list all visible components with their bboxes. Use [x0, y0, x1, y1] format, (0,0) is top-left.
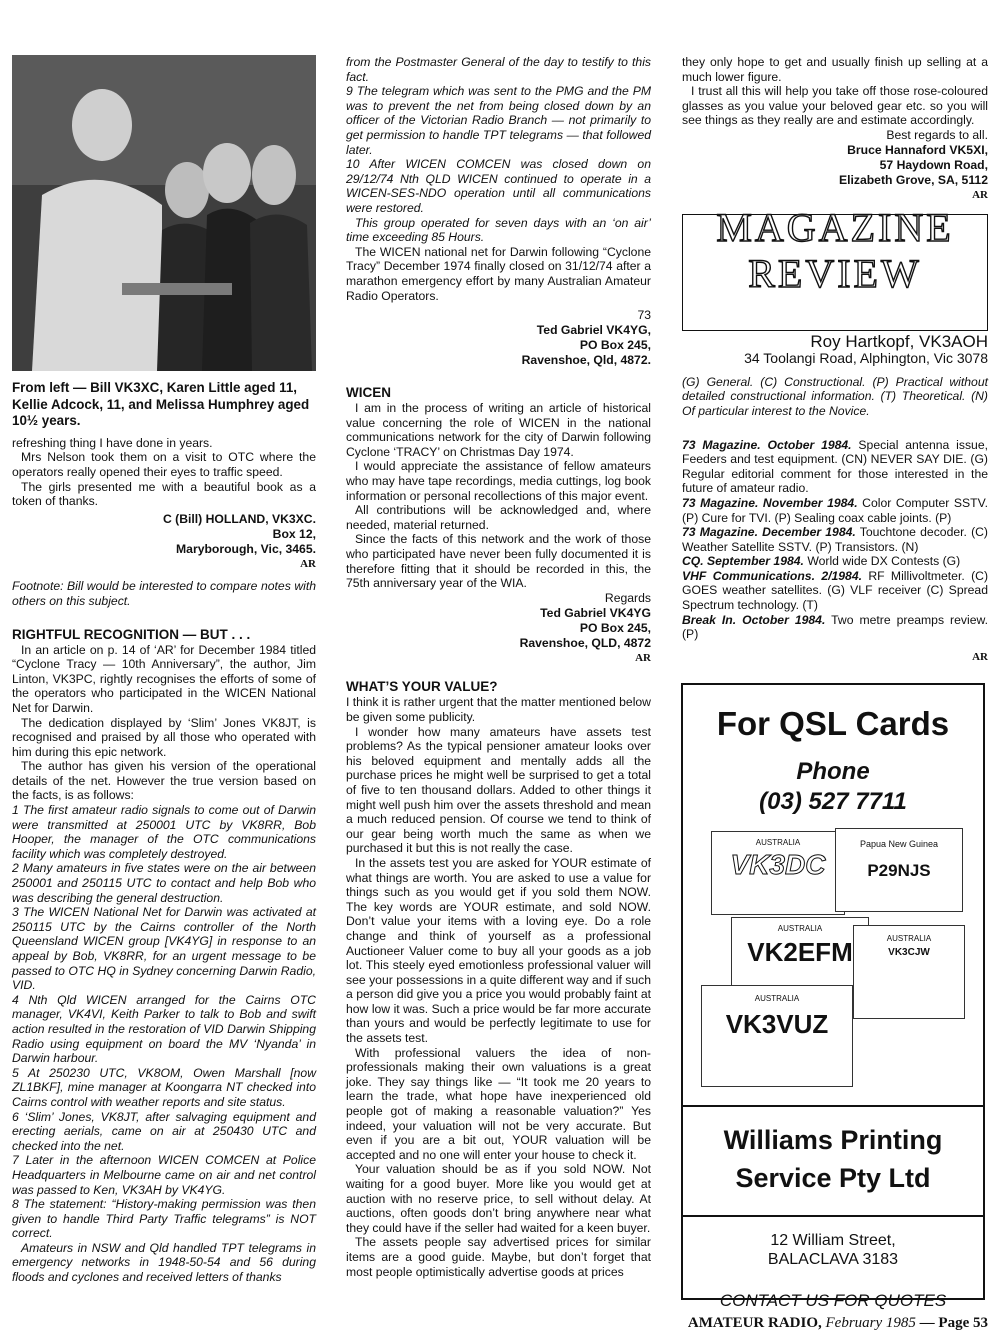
article-paragraph: I think it is rather urgent that the matter mentioned below be given some publicity.	[346, 695, 651, 724]
ad-phone-label: Phone	[796, 758, 870, 785]
signature-line: Ted Gabriel VK4YG,	[536, 323, 651, 338]
ad-phone-number: (03) 527 7711	[759, 788, 907, 815]
letter-paragraph: The girls presented me with a beautiful book as a token of thanks.	[12, 479, 316, 509]
qsl-card: AUSTRALIA VK3VUZ	[701, 985, 853, 1087]
article-paragraph: Your valuation should be as if you sold NOW. Not waiting for a good buyer. More like you would get at auction with no reserve price, to sell without delay. At auctions, often goods don’t bring anywhere near what they could have if the seller had waited for a keen buyer.	[346, 1162, 651, 1235]
signature-line: C (Bill) HOLLAND, VK3XC.	[162, 511, 316, 526]
signature-line: 57 Haydown Road,	[879, 157, 988, 172]
section-heading: RIGHTFUL RECOGNITION — BUT . . .	[12, 626, 251, 642]
review-entry: VHF Communications. 2/1984. RF Millivoltmeter. (C) GOES weather satellites. (G) VLF receiver (C) Spread Spectrum technology. (T)	[682, 568, 988, 613]
signature-line: PO Box 245,	[579, 338, 651, 353]
review-key: (G) General. (C) Constructional. (P) Practical without detailed constructional information. (T) Theoretical. (N) Of particular interest to the Novice.	[682, 374, 988, 418]
review-address: 34 Toolangi Road, Alphington, Vic 3078	[744, 350, 988, 367]
article-paragraph: I wonder how many amateurs have assets test problems? As the typical pensioner amateur looks over his beloved equipment and mentally adds all the purchase prices he might well be surprised to get a total of five to ten thousand dollars. Added to other things it might well push him over the assets threshold and mean a much reduced pension. Of course we tend to think of our gear being worth much the same as when we purchased it but this is not really the case.	[346, 724, 651, 856]
magazine-review-title: MAGAZINE	[716, 204, 954, 250]
qsl-card: AUSTRALIA VK3DC	[711, 831, 845, 915]
article-item: Amateurs in NSW and Qld handled TPT telegrams in emergency networks in 1948-50-54 and 56 during floods and cyclones and received letters of thanks	[12, 1240, 316, 1285]
printer-name: Service Pty Ltd	[735, 1163, 931, 1193]
signature-line: Bruce Hannaford VK5XI,	[847, 142, 988, 157]
ad-divider	[683, 1105, 983, 1107]
review-entry: CQ. September 1984. World wide DX Contests (G)	[682, 554, 961, 569]
sample-qsl-cards	[683, 825, 983, 1093]
group-photo-image	[12, 55, 316, 371]
article-paragraph: The dedication displayed by ‘Slim’ Jones VK8JT, is recognised and praised by all those who operated with him during this epic network.	[12, 715, 316, 759]
column-1	[12, 55, 316, 1285]
ar-mark: AR	[972, 188, 988, 201]
column-2	[346, 55, 651, 1279]
article-item: 2 Many amateurs in five states were on the air between 250001 and 250115 UTC to contact and help Bob who was describing the general destruction.	[12, 861, 316, 905]
article-item: from the Postmaster General of the day to testify to this fact.	[346, 55, 651, 84]
article-paragraph: I would appreciate the assistance of fellow amateurs who may have tape recordings, media cuttings, log book information or personal recollections of this major event.	[346, 459, 651, 503]
magazine-review-banner	[682, 204, 988, 331]
review-author: Roy Hartkopf, VK3AOH	[810, 331, 988, 351]
ar-mark: AR	[300, 557, 316, 570]
review-entry: 73 Magazine. December 1984. Touchtone decoder. (C) Weather Satellite SSTV. (P) Transistors. (N)	[682, 525, 988, 554]
article-paragraph: The assets people say advertised prices for similar items are a good guide. Maybe, but don’t forget that most people optimistically advertise goods at prices	[346, 1235, 651, 1279]
article-paragraph: I trust all this will help you take off those rose-coloured glasses as you value your beloved gear etc. so you will see things as they really are and estimate accordingly.	[682, 84, 988, 128]
footer-date: February 1985	[825, 1315, 916, 1331]
sign-off: Best regards to all.	[886, 127, 988, 142]
review-entry: 73 Magazine. November 1984. Color Computer SSTV. (P) Cure for TVI. (P) Sealing coax cable joints. (P)	[682, 495, 989, 525]
article-item: 5 At 250230 UTC, VK8OM, Owen Marshall [now ZL1BKF], mine manager at Koongarra NT checked into Cairns control with weather reports and site status.	[12, 1065, 316, 1109]
article-paragraph: In the assets test you are asked for YOUR estimate of what things are worth. You are asked to use a value for things such as you would get if you sold them NOW. The key words are YOUR estimate, and sold NOW. Don’t value your items with a loving eye. Do a role change and think of yourself as a professional Auctioneer Valuer come to buy all your goods as a job lot. This steely eyed emotionless professional valuer will see your possessions in a quite different way and if such a person did give you a price you would probably faint at how low it was. Such a price would be far more accurate than yours and would be perfectly legitimate to use for the assets test.	[346, 855, 651, 1046]
article-item: 1 The first amateur radio signals to come out of Darwin were transmitted at 250001 UTC by VK8RR, Bob Hooper, the manager of the OTC communications facility which was completely destroyed.	[12, 803, 316, 861]
signature-line: PO Box 245,	[579, 620, 651, 635]
ar-mark: AR	[635, 651, 651, 664]
printer-address: BALACLAVA 3183	[767, 1251, 899, 1268]
sign-off: 73	[637, 308, 651, 323]
contact-line: CONTACT US FOR QUOTES	[719, 1291, 947, 1310]
article-item: 8 The statement: “History-making permission was then given to handle Third Party Traffic telegrams” is NOT correct.	[12, 1197, 316, 1241]
article-item: 7 Later in the afternoon WICEN COMCEN at Police Headquarters in Melbourne came on air and net control was passed to Ken, VK3AH by VK4YG.	[12, 1153, 316, 1197]
article-item: This group operated for seven days with an ‘on air’ time exceeding 85 Hours.	[346, 215, 651, 245]
section-heading: WHAT’S YOUR VALUE?	[346, 679, 498, 695]
article-item: 9 The telegram which was sent to the PMG and the PM was to prevent the net from being closed down by an officer of the Victorian Radio Branch — not primarily to get permission to handle TPT telegrams — that followed later.	[346, 84, 651, 157]
article-item: 10 After WICEN COMCEN was closed down on 29/12/74 Nth QLD WICEN continued to operate in a WICEN-SES-NDO operation until all communications were restored.	[346, 157, 651, 215]
review-entry: 73 Magazine. October 1984. Special antenna issue, Feeders and test equipment. (CN) NEVER SAY DIE. (G) Regular editorial comment for those interested in the future of amateur radio.	[682, 437, 988, 496]
article-paragraph: I am in the process of writing an article of historical value concerning the role of WICEN in the national communications network for the city of Darwin following Cyclone ‘TRACY’ on Christmas Day 1974.	[346, 401, 651, 459]
article-item: 6 ‘Slim’ Jones, VK8JT, after salvaging equipment and erecting aerials, came on air at 250430 UTC and checked into the net.	[12, 1109, 316, 1153]
ad-divider	[683, 1215, 983, 1217]
footer-magazine: AMATEUR RADIO,	[687, 1315, 822, 1331]
article-paragraph: All contributions will be acknowledged and, where needed, material returned.	[346, 503, 651, 532]
ar-mark: AR	[972, 650, 988, 663]
signature-line: Elizabeth Grove, SA, 5112	[838, 172, 988, 187]
article-item: 4 Nth Qld WICEN arranged for the Cairns OTC manager, VK4VI, Keith Parker to talk to Bob and swift action resulted in the restoration of VID Darwin Shipping Radio using equipment on board the MV ‘Nyanda’ in Darwin harbour.	[12, 992, 316, 1066]
review-list	[682, 438, 988, 642]
article-paragraph: In an article on p. 14 of ‘AR’ for December 1984 titled “Cyclone Tracy — 10th Anniversary”, the author, Jim Linton, VK3PC, rightly recognises the efforts of some of the operators who participated in the WICEN National Net for Darwin.	[12, 642, 316, 715]
qsl-card-advertisement	[681, 683, 985, 1310]
printer-name: Williams Printing	[723, 1125, 943, 1155]
column-3	[682, 55, 988, 664]
qsl-card: AUSTRALIA VK3CJW	[853, 925, 965, 1019]
group-photo	[12, 55, 316, 371]
printer-address: 12 William Street,	[770, 1232, 896, 1249]
signature-line: Ravenshoe, QLD, 4872	[519, 635, 651, 650]
signature-line: Ravenshoe, Qld, 4872.	[521, 353, 651, 368]
qsl-card: Papua New Guinea P29NJS	[835, 828, 963, 912]
article-item: 3 The WICEN National Net for Darwin was activated at 250115 UTC by the Cairns controller of the North Queensland WICEN group [VK4YG] in response to an appeal by Bob, VK8RR, for an urgent message to be passed to OTC HQ in Sydney concerning Darwin Radio, VID.	[12, 905, 316, 993]
photo-caption: From left — Bill VK3XC, Karen Little aged 11, Kellie Adcock, 11, and Melissa Humphrey aged 10½ years.	[12, 380, 310, 429]
signature-line: Maryborough, Vic, 3465.	[176, 541, 316, 556]
article-paragraph: With professional valuers the idea of non-professionals making their own valuations is a great joke. They say things like — “It took me 20 years to learn the trade, what hope have inexperienced old people got of making a reasonable valuation?” Yes indeed, your valuation will not be very accurate. But even if you are a bit out, YOUR valuation will be accepted and no one will enter your house to check it.	[346, 1045, 651, 1162]
magazine-review-title: REVIEW	[748, 250, 922, 296]
article-paragraph: Since the facts of this network and the work of those who participated have never been fully documented it is therefore fitting that it should be recorded in this, the 75th anniversary year of the WIA.	[346, 532, 651, 591]
footnote: Footnote: Bill would be interested to compare notes with others on this subject.	[12, 579, 316, 608]
review-entry: Break In. October 1984. Two metre preamps review. (P)	[682, 612, 988, 642]
article-paragraph: The author has given his version of the operational details of the net. However the true version based on the facts, is as follows:	[12, 759, 316, 803]
footer-page: — Page 53	[919, 1315, 988, 1331]
page-footer	[688, 1315, 988, 1332]
letter-paragraph: refreshing thing I have done in years.	[12, 435, 213, 450]
signature-line: Ted Gabriel VK4YG	[540, 605, 651, 620]
article-paragraph: The WICEN national net for Darwin following “Cyclone Tracy” December 1974 finally closed on 31/12/74 after a marathon emergency effort by many Australian Amateur Radio Operators.	[346, 244, 651, 303]
ad-title: For QSL Cards	[716, 705, 950, 742]
article-paragraph: they only hope to get and usually finish up selling at a much lower figure.	[682, 55, 988, 84]
signature-line: Box 12,	[272, 526, 316, 541]
letter-paragraph: Mrs Nelson took them on a visit to OTC where the operators really opened their eyes to traffic speed.	[12, 450, 316, 479]
qsl-card: AUSTRALIA VK2EFM	[731, 917, 869, 1007]
section-heading: WICEN	[346, 385, 391, 401]
sign-off: Regards	[604, 590, 651, 605]
